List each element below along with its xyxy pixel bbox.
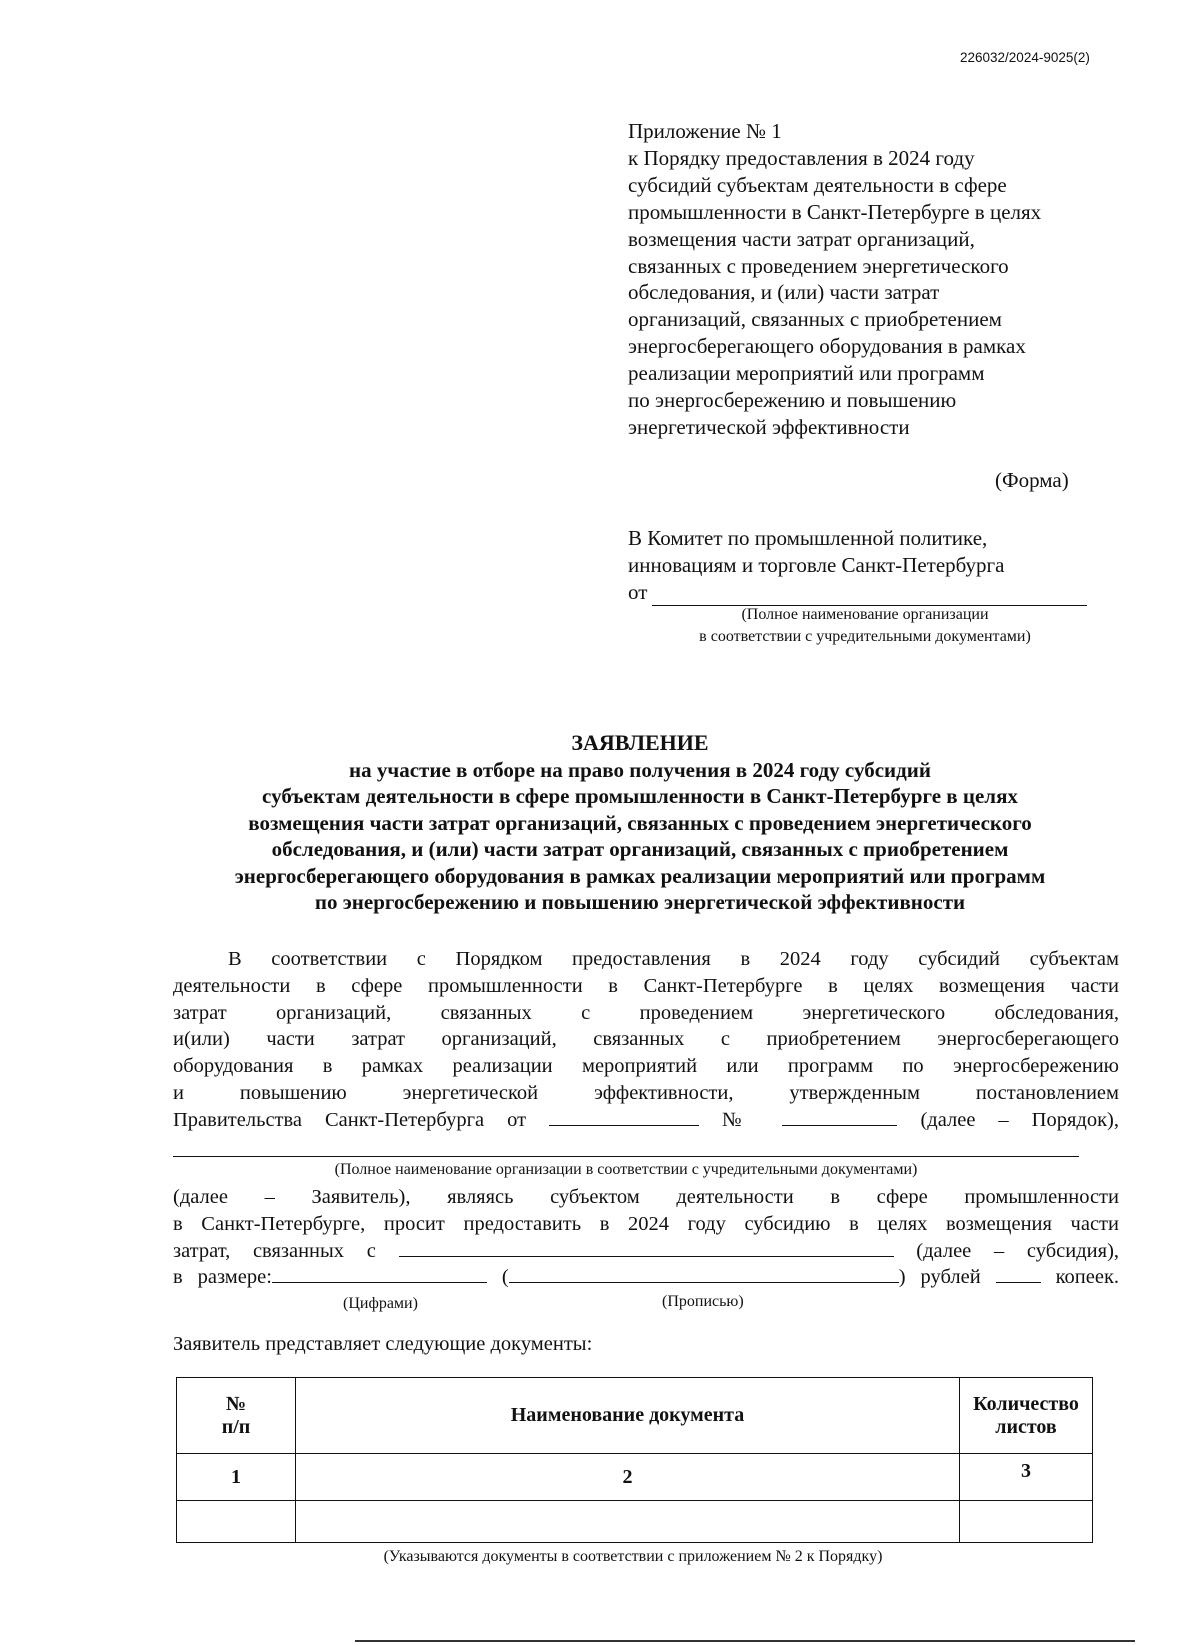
table-cell: 2 [296,1454,960,1501]
from-line [628,579,1098,606]
organization-name-field[interactable] [652,585,1087,606]
table-cell[interactable] [177,1501,296,1543]
table-cell: 1 [177,1454,296,1501]
title-line: возмещения части затрат организаций, связанных с проведением энергетического [248,810,1032,835]
table-hint: (Указываются документы в соответствии с приложением № 2 к Порядку) [383,1548,883,1565]
documents-table [176,1377,1093,1543]
title-heading: ЗАЯВЛЕНИЕ [571,730,709,755]
decree-suffix: (далее – Порядок), [920,1108,1120,1131]
header-number [177,1378,296,1454]
annex-line: Приложение № 1 [628,119,782,143]
body-line: и повышению энергетической эффективности, утвержденным постановлением [173,1081,1119,1104]
annex-line: по энергосбережению и повышению [628,388,957,413]
annex-line: субсидий субъектам деятельности в сфере [628,172,1007,197]
documents-intro: Заявитель представляет следующие документы: [173,1333,593,1355]
body-line: деятельности в сфере промышленности в Санкт-Петербурге в целях возмещения части [173,974,1119,997]
document-number: 226032/2024-9025(2) [960,50,1090,65]
hint-line: (Полное наименование организации [741,606,989,623]
kopecks-field[interactable] [996,1266,1041,1283]
annex-line: организаций, связанных с приобретением [628,307,1002,332]
table-cell[interactable] [296,1501,960,1543]
title-line: на участие в отборе на право получения в 2024 году субсидий [349,757,931,782]
header-number-abbr: п/п [221,1415,251,1438]
table-cell[interactable] [960,1501,1093,1543]
decree-line [173,1107,1119,1134]
annex-line: к Порядку предоставления в 2024 году [628,145,975,170]
amount-line [173,1264,1119,1291]
from-label: от [628,580,648,604]
annex-line: энергосберегающего оборудования в рамках [628,334,1026,359]
addressee-line: В Комитет по промышленной политике, [628,526,988,550]
title-line: энергосберегающего оборудования в рамках реализации мероприятий или программ [234,863,1046,888]
table-row [177,1501,1093,1543]
amount-digits-field[interactable] [272,1266,487,1283]
words-hint: (Прописью) [662,1293,744,1310]
costs-line [173,1238,1119,1265]
addressee-line: инновациям и торговле Санкт-Петербурга [628,553,1005,577]
decree-number-label: № [722,1108,760,1131]
annex-reference [628,118,1108,441]
table-header-row [177,1378,1093,1454]
hint-line: в соответствии с учредительными документами) [699,628,1031,645]
title-line: по энергосбережению и повышению энергетической эффективности [314,890,966,914]
body-line: и(или) части затрат организаций, связанных с приобретением энергосберегающего [173,1028,1119,1051]
applicant-name-hint: (Полное наименование организации в соответствии с учредительными документами) [334,1161,918,1178]
amount-label: в размере: [173,1266,272,1289]
body-line: в Санкт-Петербурге, просит предоставить в 2024 году субсидию в целях возмещения части [173,1212,1119,1235]
applicant-name-field[interactable] [173,1156,1079,1157]
digits-hint: (Цифрами) [343,1295,418,1312]
page-edge-line [355,1640,1135,1642]
header-document-name: Наименование документа [296,1378,960,1454]
document-title [165,730,1115,916]
costs-purpose-field[interactable] [399,1240,894,1257]
body-paragraph [173,946,1119,1134]
body-line: оборудования в рамках реализации мероприятий или программ по энергосбережению [173,1055,1119,1078]
body-line: (далее – Заявитель), являясь субъектом деятельности в сфере промышленности [173,1186,1119,1208]
header-number-symbol: № [225,1392,247,1415]
table-cell: 3 [960,1454,1093,1501]
body-line: В соответствии с Порядком предоставления в 2024 году субсидий субъектам [228,948,1119,970]
body-line: затрат организаций, связанных с проведением энергетического обследования, [173,1001,1119,1024]
decree-label: Правительства Санкт-Петербурга от [173,1108,527,1131]
annex-line: связанных с проведением энергетического [628,253,1009,278]
annex-line: реализации мероприятий или программ [628,361,985,386]
kopecks-label: копеек. [1055,1266,1120,1289]
header-count-line: листов [995,1415,1057,1438]
form-label: (Форма) [995,468,1069,492]
amount-open-paren: ( [501,1266,509,1289]
annex-line: возмещения части затрат организаций, [628,226,975,251]
annex-line: обследования, и (или) части затрат [628,280,940,305]
costs-label: затрат, связанных с [173,1239,376,1262]
amount-words-field[interactable] [509,1266,899,1283]
title-line: обследования, и (или) части затрат организаций, связанных с приобретением [271,837,1009,861]
annex-line: промышленности в Санкт-Петербурге в целях [628,199,1042,224]
title-line: субъектам деятельности в сфере промышленности в Санкт-Петербурге в целях [262,784,1018,808]
decree-number-field[interactable] [782,1109,897,1126]
table-numbering-row [177,1454,1093,1501]
header-sheet-count [960,1378,1093,1454]
decree-date-field[interactable] [549,1109,699,1126]
addressee-block [628,525,1098,606]
header-count-line: Количество [973,1392,1079,1415]
annex-line: энергетической эффективности [628,414,910,439]
request-paragraph [173,1184,1119,1291]
organization-hint [640,604,1090,648]
costs-suffix: (далее – субсидия), [916,1239,1120,1262]
amount-currency: ) рублей [898,1266,981,1289]
